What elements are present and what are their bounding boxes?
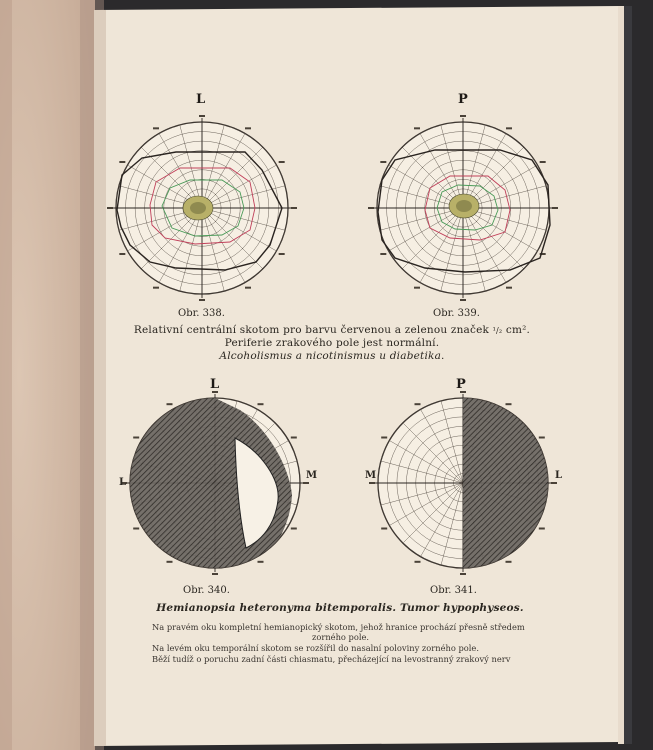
- side-label-340-left: L: [119, 477, 127, 488]
- figure-label-339: Obr. 339.: [433, 308, 480, 319]
- eye-label-340: L: [210, 377, 220, 392]
- caption-top-line2: Periferie zrakového pole jest normální.: [224, 337, 440, 349]
- side-label-341-right: L: [555, 470, 563, 481]
- caption-bottom-p1-line1: Na pravém oku kompletní hemianopický skotom, jehož hranice prochází přesně středem: [152, 622, 525, 632]
- caption-top-line3: Alcoholismus a nicotinismus u diabetika.: [219, 350, 445, 362]
- side-label-340-right: M: [306, 470, 318, 481]
- caption-top-fraction: ¹/₂: [492, 326, 503, 335]
- caption-bottom-title: Hemianopsia heteronyma bitemporalis. Tumor hypophyseos.: [156, 602, 524, 614]
- caption-top-line1: [132, 324, 532, 337]
- figure-label-340: Obr. 340.: [183, 585, 230, 596]
- eye-label-338: L: [196, 92, 206, 107]
- figure-label-338: Obr. 338.: [178, 308, 225, 319]
- figure-label-341: Obr. 341.: [430, 585, 477, 596]
- eye-label-341: P: [456, 377, 466, 392]
- caption-bottom-p1-line2: zorného pole.: [312, 632, 370, 642]
- eye-label-339: P: [458, 92, 468, 107]
- caption-top-line1-text: Relativní centrální skotom pro barvu červenou a zelenou značek: [133, 324, 493, 336]
- side-label-341-left: M: [365, 470, 377, 481]
- caption-bottom-p2: Na levém oku temporální skotom se rozšířil do nasalní poloviny zorného pole.: [152, 643, 479, 653]
- caption-top-unit: cm².: [502, 324, 531, 336]
- caption-bottom-p3: Běží tudíž o poruchu zadní části chiasmatu, přecházející na levostranný zrakový nerv: [152, 654, 511, 664]
